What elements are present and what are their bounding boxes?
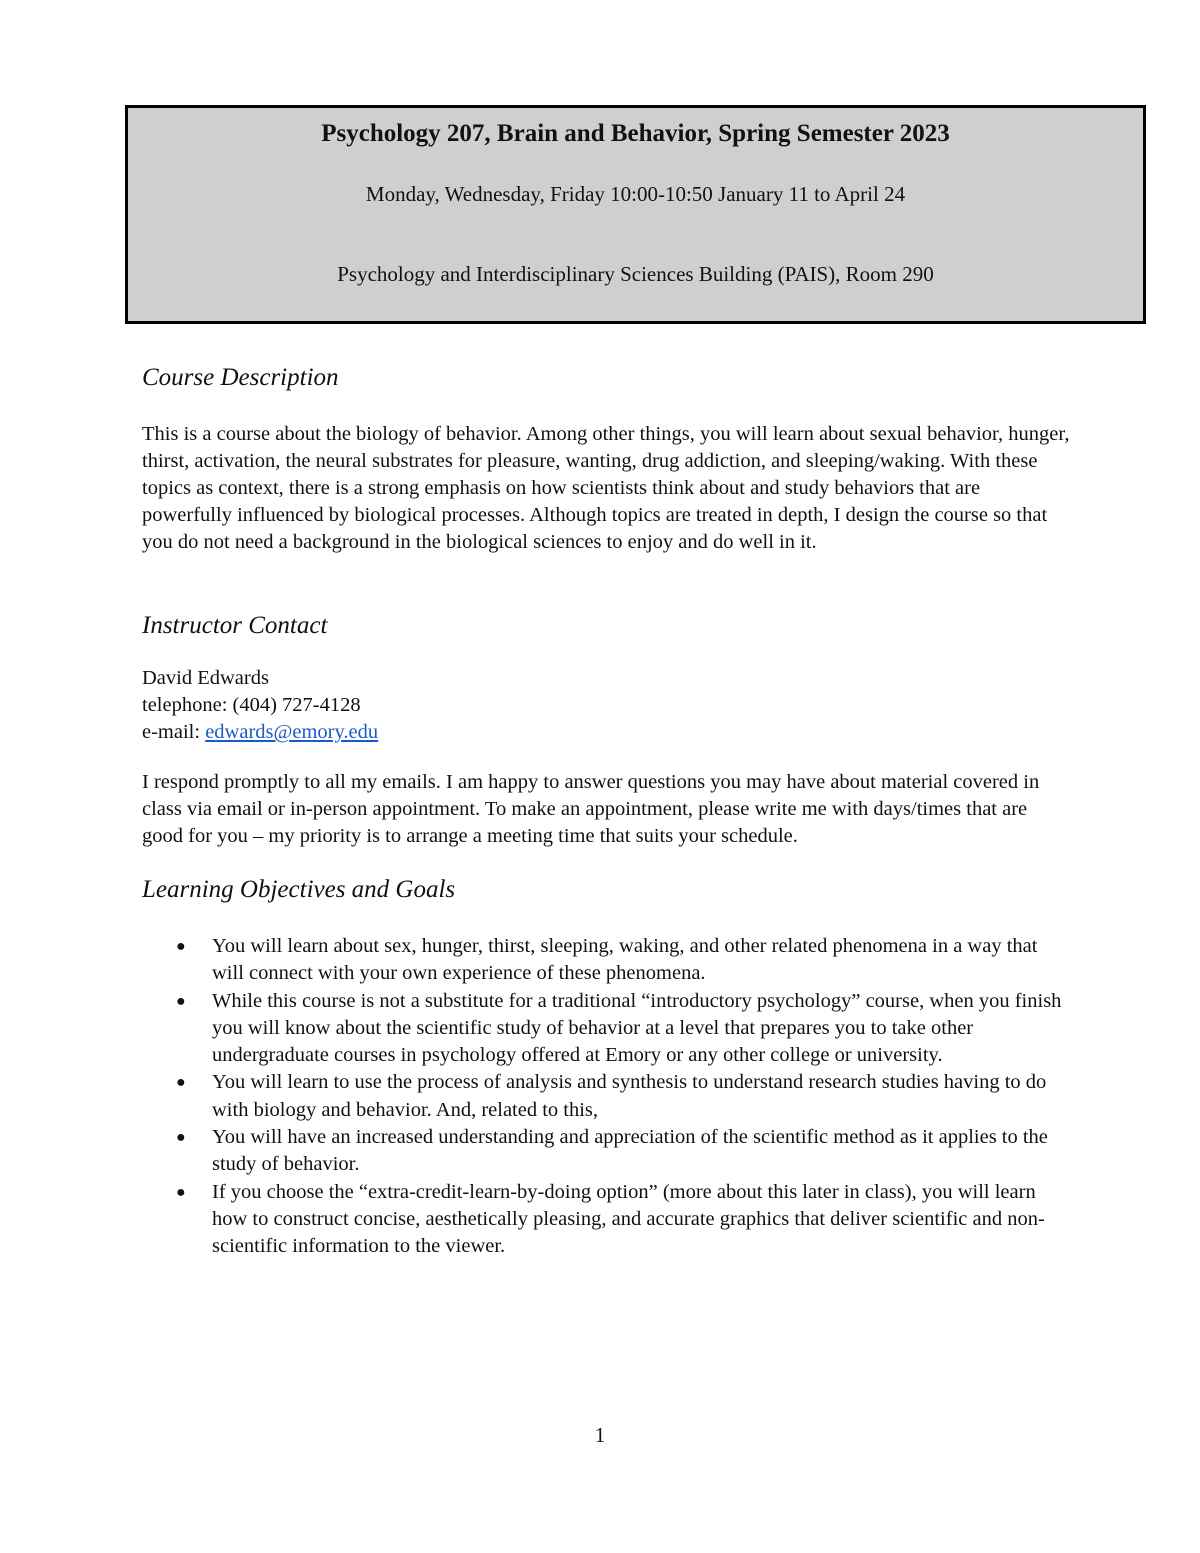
objective-text: While this course is not a substitute for a traditional “introductory psychology” course, when you finish you will know about the scientific study of behavior at a level that prepares you to take other undergraduate courses in psychology offered at Emory or any other college or university. [212, 989, 1062, 1067]
instructor-email-line [142, 719, 378, 746]
instructor-email-link[interactable]: edwards@emory.edu [205, 721, 379, 743]
email-label: e-mail: [142, 721, 206, 743]
bullet-icon: ● [176, 1129, 186, 1147]
list-item [142, 1069, 1062, 1124]
instructor-name: David Edwards [142, 667, 269, 689]
objective-text: You will learn to use the process of analysis and synthesis to understand research studies having to do with biology and behavior. And, related to this, [212, 1071, 1047, 1121]
list-item [142, 988, 1062, 1070]
objectives-list [142, 933, 1062, 1261]
course-title: Psychology 207, Brain and Behavior, Spring Semester 2023 [321, 120, 950, 147]
objective-text: You will have an increased understanding and appreciation of the scientific method as it applies to the study of behavior. [212, 1126, 1048, 1176]
course-location: Psychology and Interdisciplinary Sciences Building (PAIS), Room 290 [337, 262, 934, 286]
course-schedule: Monday, Wednesday, Friday 10:00-10:50 January 11 to April 24 [365, 182, 906, 206]
instructor-phone-line [142, 692, 361, 719]
bullet-icon: ● [176, 1074, 186, 1092]
list-item [142, 1124, 1062, 1179]
course-header-box [125, 105, 1146, 324]
course-description-text: This is a course about the biology of behavior. Among other things, you will learn about sexual behavior, hunger, thirst, activation, the neural substrates for pleasure, wanting, drug addiction, and sleeping/waking. With these topics as context, there is a strong emphasis on how scientists think about and study behaviors that are powerfully influenced by biological processes. Although topics are treated in depth, I design the course so that you do not need a background in the biological sciences to enjoy and do well in it. [142, 423, 1070, 553]
bullet-icon: ● [176, 992, 186, 1010]
phone-label: telephone: [142, 694, 233, 716]
page-number: 1 [594, 1423, 606, 1447]
list-item [142, 1179, 1062, 1261]
objective-text: You will learn about sex, hunger, thirst, sleeping, waking, and other related phenomena in a way that will connect with your own experience of these phenomena. [212, 935, 1038, 985]
course-description-heading: Course Description [142, 364, 339, 391]
list-item [142, 933, 1062, 988]
instructor-contact-heading: Instructor Contact [142, 612, 328, 639]
instructor-phone: (404) 727-4128 [232, 694, 361, 716]
instructor-note: I respond promptly to all my emails. I am happy to answer questions you may have about material covered in class via email or in-person appointment. To make an appointment, please write me with days/times that are good for you – my priority is to arrange a meeting time that suits your schedule. [142, 771, 1040, 847]
bullet-icon: ● [176, 1183, 186, 1201]
objective-text: If you choose the “extra-credit-learn-by-doing option” (more about this later in class), you will learn how to construct concise, aesthetically pleasing, and accurate graphics that deliver scientific and non-scientific information to the viewer. [212, 1180, 1045, 1258]
learning-objectives-heading: Learning Objectives and Goals [142, 876, 456, 903]
bullet-icon: ● [176, 938, 186, 955]
